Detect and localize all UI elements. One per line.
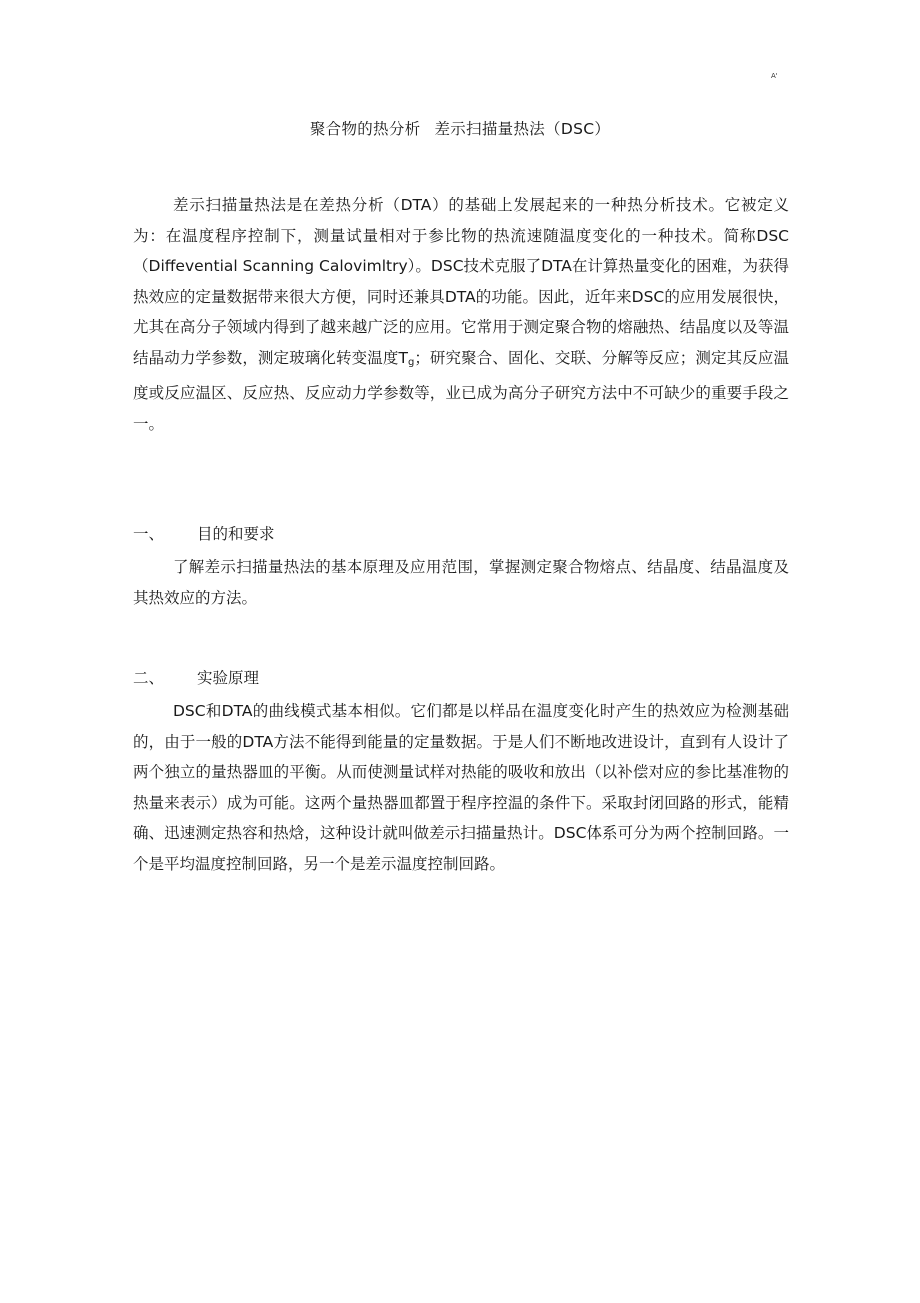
section-1-paragraph: 了解差示扫描量热法的基本原理及应用范围，掌握测定聚合物熔点、结晶度、结晶温度及其热效应的方法。 <box>133 558 789 607</box>
section-2-number: 二、 <box>133 669 165 687</box>
intro-paragraph <box>133 190 789 439</box>
section-2-heading <box>133 666 259 688</box>
page-title <box>0 117 920 139</box>
corner-mark: A' <box>771 72 778 80</box>
section-1-heading <box>133 522 275 544</box>
section-1-number: 一、 <box>133 525 165 543</box>
intro-text-b: ；研究聚合、固化、交联、分解等反应；测定其反应温度或反应温区、反应热、反应动力学参数等，业已成为高分子研究方法中不可缺少的重要手段之一。 <box>133 348 789 433</box>
intro-subscript: g <box>407 356 415 368</box>
section-2-title: 实验原理 <box>197 669 260 687</box>
intro-text-a: 差示扫描量热法是在差热分析（DTA）的基础上发展起来的一种热分析技术。它被定义为：在温度程序控制下，测量试量相对于参比物的热流速随温度变化的一种技术。简称DSC（Diffevential Scanning Calovimltry）。DSC技术克服了DTA在计算热量变化的困难，为获得热效应的定量数据带来很大方便，同时还兼具DTA的功能。因此，近年来DSC的应用发展很快，尤其在高分子领域内得到了越来越广泛的应用。它常用于测定聚合物的熔融热、结晶度以及等温结晶动力学参数，测定玻璃化转变温度T <box>133 196 789 367</box>
title-part-1: 聚合物的热分析 <box>309 120 421 138</box>
section-1-title: 目的和要求 <box>197 525 275 543</box>
section-2-paragraph: DSC和DTA的曲线模式基本相似。它们都是以样品在温度变化时产生的热效应为检测基础的，由于一般的DTA方法不能得到能量的定量数据。于是人们不断地改进设计，直到有人设计了两个独立的量热器皿的平衡。从而使测量试样对热能的吸收和放出（以补偿对应的参比基准物的热量来表示）成为可能。这两个量热器皿都置于程序控温的条件下。采取封闭回路的形式，能精确、迅速测定热容和热焓，这种设计就叫做差示扫描量热计。DSC体系可分为两个控制回路。一个是平均温度控制回路，另一个是差示温度控制回路。 <box>133 702 789 873</box>
title-part-2: 差示扫描量热法（DSC） <box>434 120 611 138</box>
